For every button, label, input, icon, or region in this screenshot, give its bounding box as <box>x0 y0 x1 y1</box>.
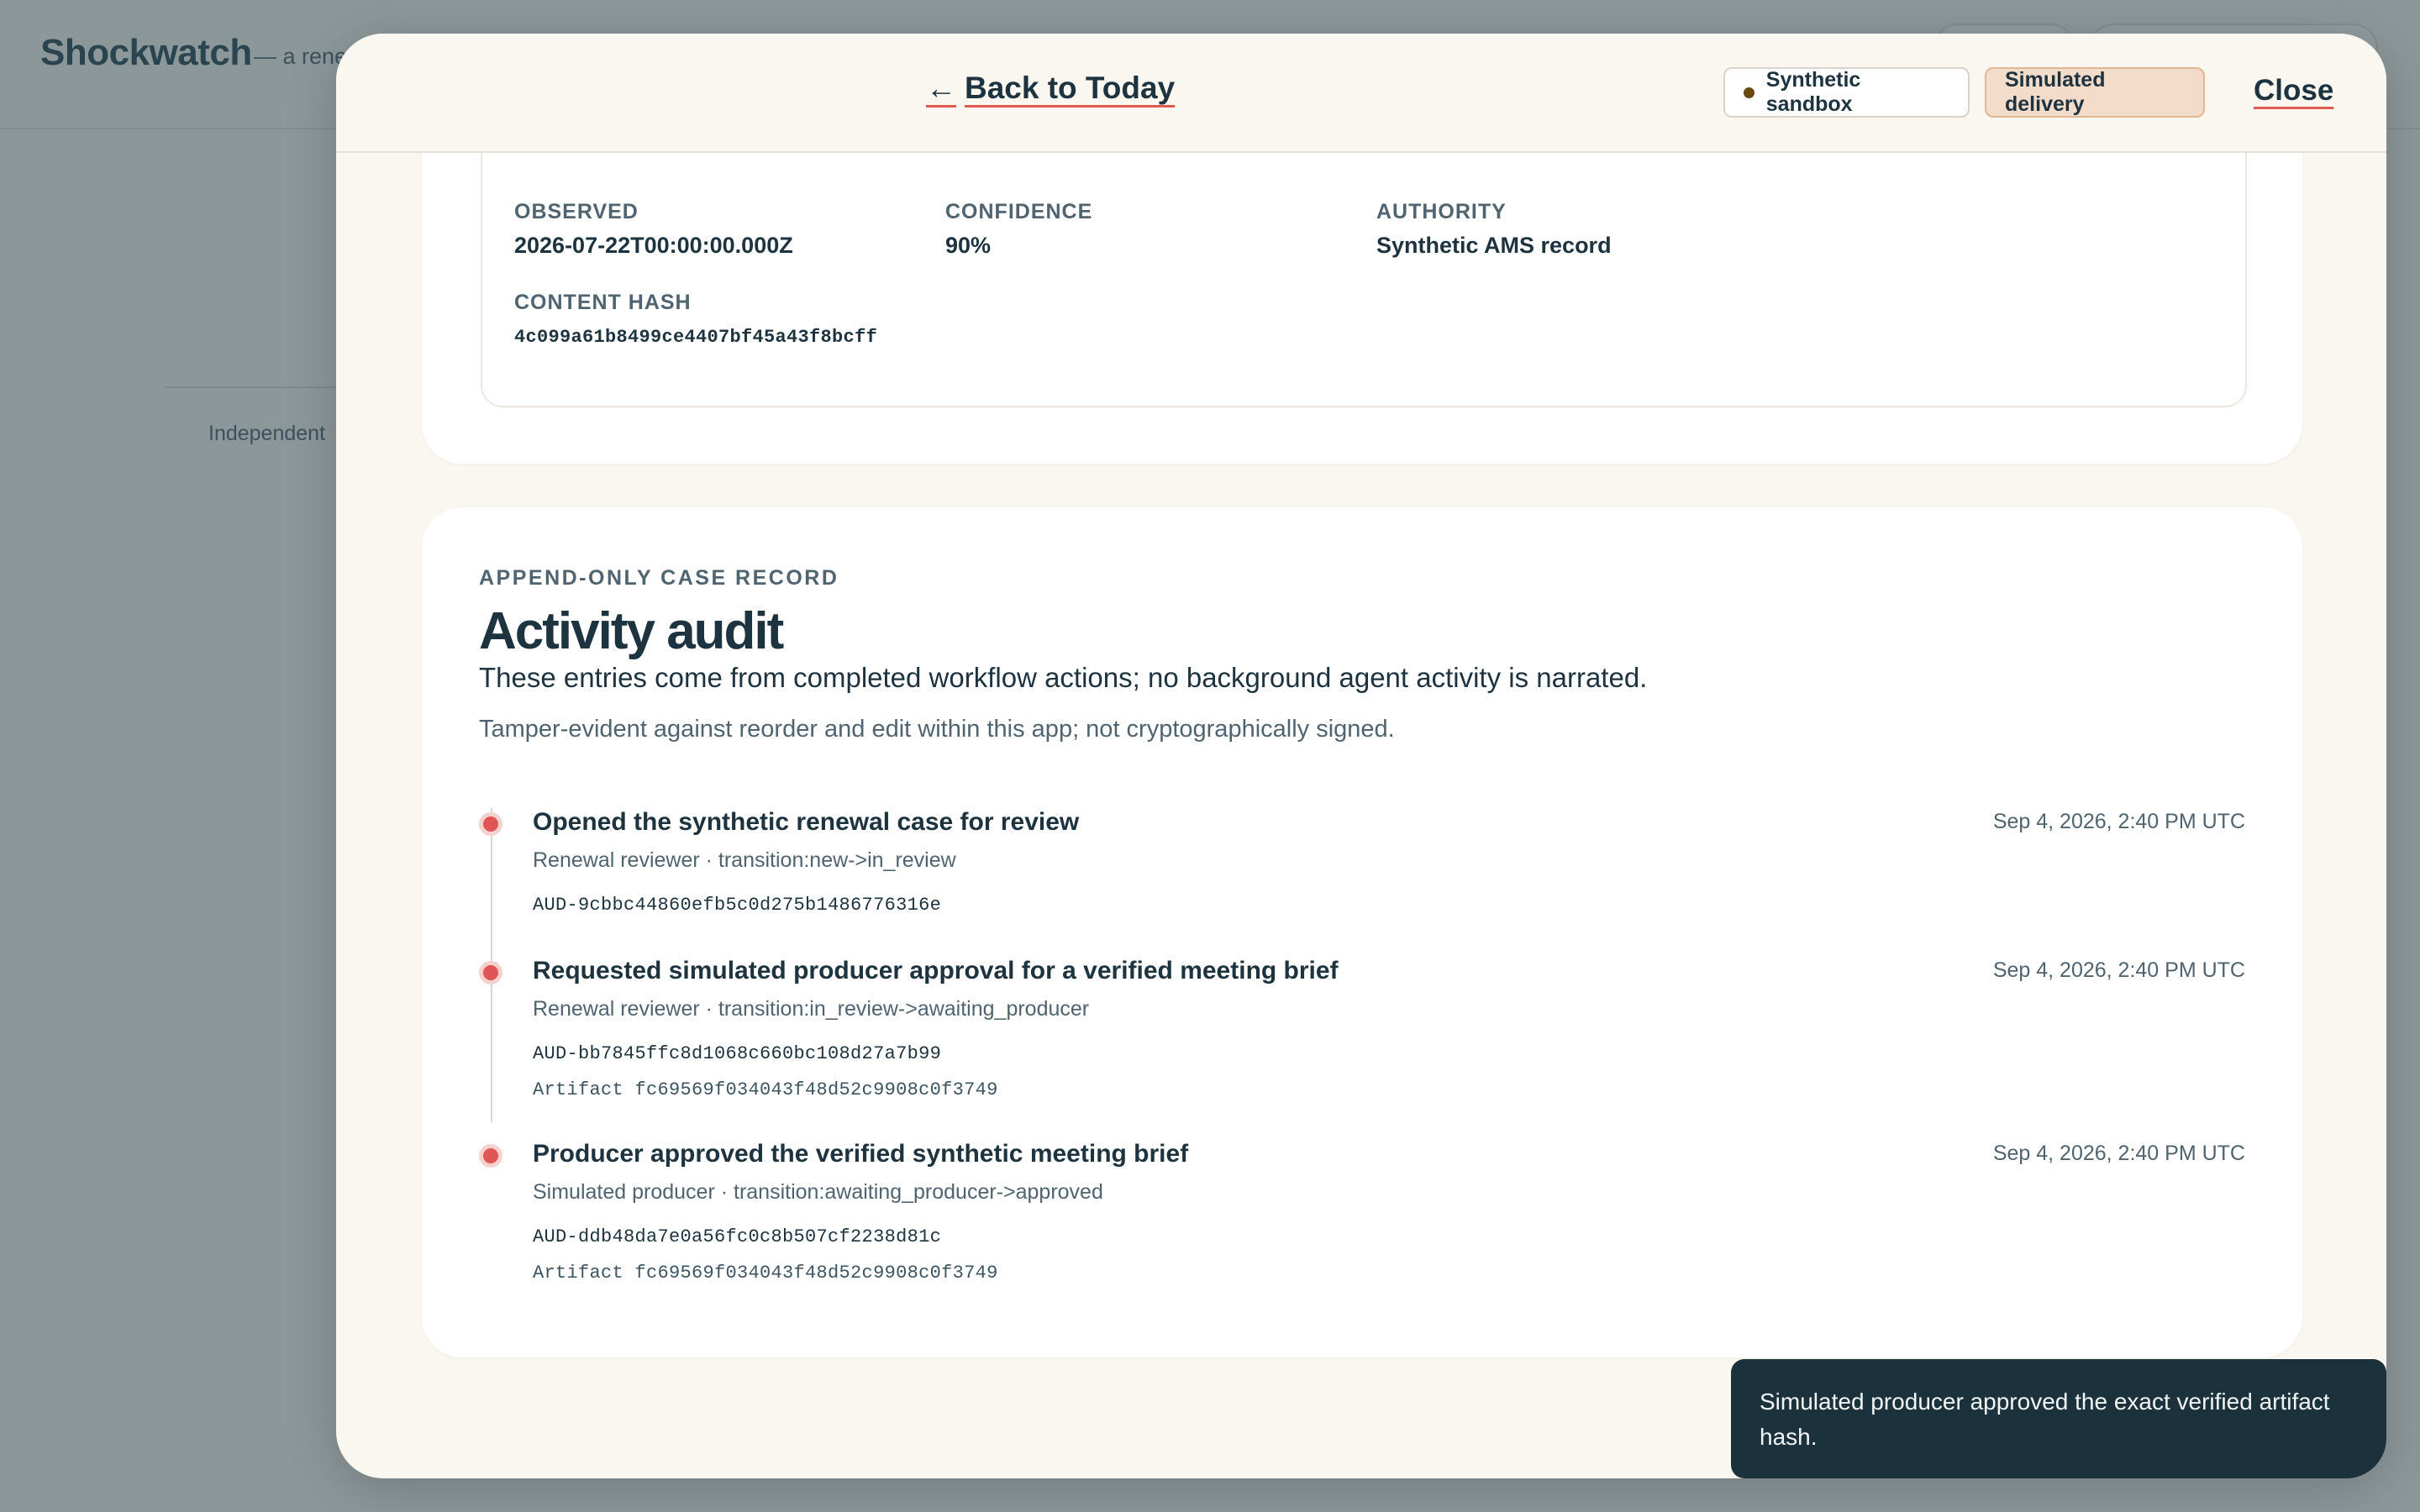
timeline-dot-icon <box>479 961 502 984</box>
close-button[interactable]: Close <box>2254 74 2334 107</box>
entry-timestamp: Sep 4, 2026, 2:40 PM UTC <box>1992 810 2245 833</box>
audit-note: Tamper-evident against reorder and edit within this app; not cryptographically signed. <box>479 716 1395 743</box>
arrow-left-icon: ← <box>926 71 956 105</box>
timeline-dot-icon <box>479 1144 502 1168</box>
audit-title: Activity audit <box>479 602 783 660</box>
entry-title: Producer approved the verified synthetic meeting brief <box>533 1140 1189 1168</box>
observed-field <box>514 200 793 259</box>
authority-label: AUTHORITY <box>1376 200 1507 223</box>
content-hash-field <box>514 291 877 348</box>
entry-artifact: Artifact fc69569f034043f48d52c9908c0f3749 <box>533 1263 998 1284</box>
entry-meta: Renewal reviewer · transition:new->in_review <box>533 848 956 872</box>
confidence-field <box>945 200 1092 259</box>
authority-value: Synthetic AMS record <box>1376 233 1612 258</box>
toast-notification <box>1731 1359 2386 1478</box>
timeline-dot-icon <box>479 812 502 836</box>
entry-artifact: Artifact fc69569f034043f48d52c9908c0f3749 <box>533 1079 998 1100</box>
simulated-delivery-badge <box>1985 67 2205 118</box>
entry-audit-id: AUD-bb7845ffc8d1068c660bc108d27a7b99 <box>533 1043 942 1064</box>
sandbox-badge-label: Synthetic sandbox <box>1765 68 1861 116</box>
audit-description: These entries come from completed workflow actions; no background agent activity is narrated. <box>479 662 1648 693</box>
entry-timestamp: Sep 4, 2026, 2:40 PM UTC <box>1992 958 2245 982</box>
entry-audit-id: AUD-9cbbc44860efb5c0d275b1486776316e <box>533 895 942 916</box>
entry-title: Opened the synthetic renewal case for review <box>533 808 1080 836</box>
observed-label: OBSERVED <box>514 200 639 223</box>
content-hash-label: CONTENT HASH <box>514 291 692 314</box>
content-hash-value: 4c099a61b8499ce4407bf45a43f8bcff <box>514 327 878 348</box>
modal-header <box>336 34 2386 153</box>
observed-value: 2026-07-22T00:00:00.000Z <box>514 233 793 258</box>
entry-timestamp: Sep 4, 2026, 2:40 PM UTC <box>1992 1142 2245 1165</box>
entry-meta: Renewal reviewer · transition:in_review->awaiting_producer <box>533 997 1090 1021</box>
audit-eyebrow: APPEND-ONLY CASE RECORD <box>479 566 839 590</box>
status-dot-icon <box>1744 87 1754 98</box>
activity-audit-card <box>422 507 2302 1357</box>
entry-meta: Simulated producer · transition:awaiting_producer->approved <box>533 1180 1103 1204</box>
evidence-modal <box>336 34 2386 1478</box>
toast-message: Simulated producer approved the exact verified artifact hash. <box>1760 1389 2330 1450</box>
authority-field <box>1376 200 1612 259</box>
synthetic-sandbox-badge <box>1723 67 1970 118</box>
confidence-value: 90% <box>945 233 992 258</box>
confidence-label: CONFIDENCE <box>945 200 1093 223</box>
back-to-today-link[interactable] <box>926 71 1175 106</box>
back-label: Back to Today <box>965 71 1176 105</box>
entry-audit-id: AUD-ddb48da7e0a56fc0c8b507cf2238d81c <box>533 1226 942 1247</box>
entry-title: Requested simulated producer approval for a verified meeting brief <box>533 957 1339 984</box>
delivery-badge-label: Simulated delivery <box>2005 68 2106 116</box>
